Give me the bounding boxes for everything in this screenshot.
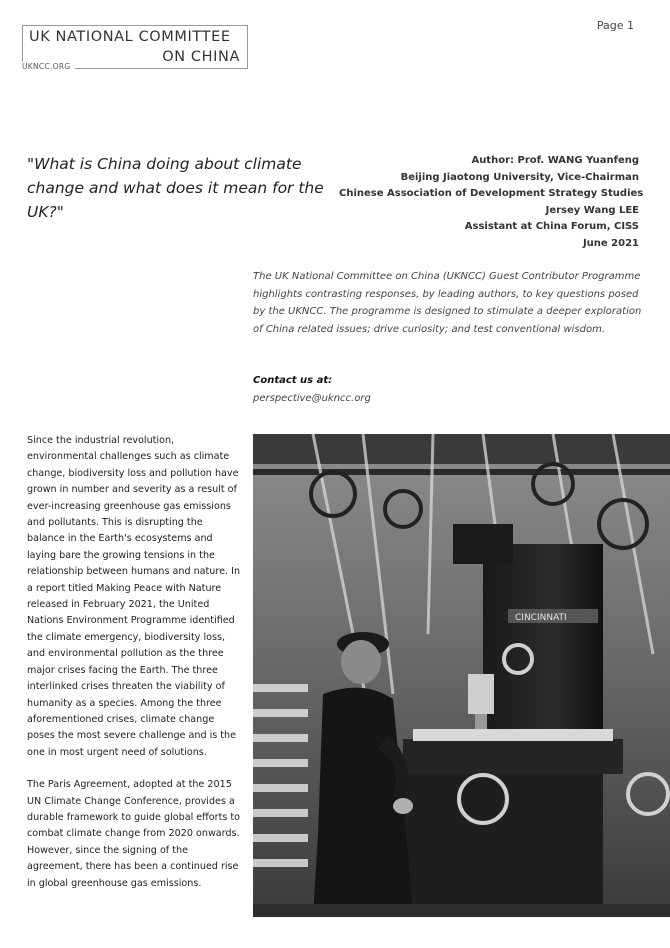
author-name: Author: Prof. WANG Yuanfeng <box>471 155 639 166</box>
document-title: "What is China doing about climate change and what does it mean for the UK?" <box>27 155 324 221</box>
programme-intro: The UK National Committee on China (UKNCC) Guest Contributor Programme highlights contrasting responses, by leading authors, to key questions posed by the UKNCC. The programme is designed to stimulate a deeper exploration of China related issues; drive curiosity; and test conventional wisdom. <box>253 271 642 335</box>
publication-date: June 2021 <box>582 237 639 249</box>
logo-line-1: UK NATIONAL COMMITTEE <box>29 29 231 45</box>
factory-photo <box>253 434 670 917</box>
page-number: Page 1 <box>596 19 634 32</box>
body-text <box>27 433 241 908</box>
author-block <box>339 153 644 252</box>
logo-url: UKNCC.ORG <box>22 62 75 71</box>
author-association: Chinese Association of Development Strategy Studies <box>339 188 644 199</box>
coauthor-affiliation: Assistant at China Forum, CISS <box>464 221 639 232</box>
contact-label: Contact us at: <box>253 375 333 386</box>
machine-plate: CINCINNATI <box>515 613 567 623</box>
body-paragraph: Since the industrial revolution, environmental challenges such as climate change, biodiversity loss and pollution have grown in number and severity as a result of ever-increasing greenhouse gas emissions and pollutants. This is disrupting the balance in the Earth's ecosystems and laying bare the growing tensions in the relationship between humans and nature. In a report titled Making Peace with Nature released in February 2021, the United Nations Environment Programme identified the climate emergency, biodiversity loss, and environmental pollution as the three major crises facing the Earth. The three interlinked crises threaten the viability of humanity as a species. Among the three aforementioned crises, climate change poses the most severe challenge and is the one in most urgent need of solutions. <box>27 435 241 758</box>
body-paragraph: The Paris Agreement, adopted at the 2015 UN Climate Change Conference, provides a durable framework to guide global efforts to combat climate change from 2020 onwards. However, since the signing of the agreement, there has been a continued rise in global greenhouse gas emissions. <box>27 779 241 889</box>
contact-email-link[interactable]: perspective@ukncc.org <box>253 393 371 404</box>
logo-line-2: ON CHINA <box>162 49 240 65</box>
author-affiliation: Beijing Jiaotong University, Vice-Chairman <box>400 171 639 183</box>
coauthor-name: Jersey Wang LEE <box>545 204 639 216</box>
